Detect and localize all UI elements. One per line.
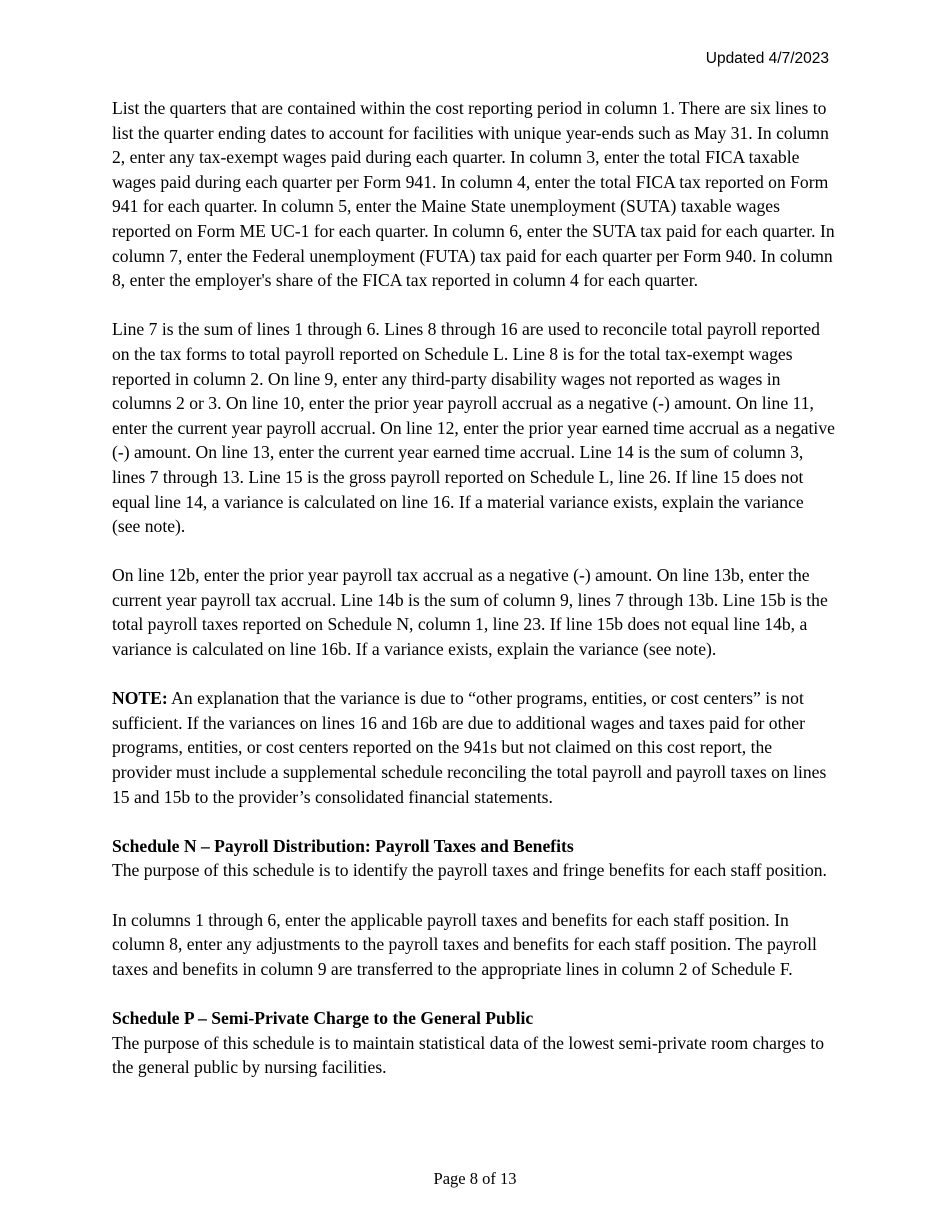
schedule-n-columns: In columns 1 through 6, enter the applicable payroll taxes and benefits for each staff position. In column 8, enter any adjustments to the payroll taxes and benefits for each staff position. The payroll taxes and benefits in column 9 are transferred to the appropriate lines in column 2 of Schedule F. <box>112 909 817 979</box>
note-text: An explanation that the variance is due to “other programs, entities, or cost centers” is not sufficient. If the variances on lines 16 and 16b are due to additional wages and taxes paid for other programs, entities, or cost centers reported on the 941s but not claimed on this cost report, the provider must include a supplemental schedule reconciling the total payroll and payroll taxes on lines 15 and 15b to the provider’s consolidated financial statements. <box>112 688 827 807</box>
updated-date: Updated 4/7/2023 <box>705 50 829 67</box>
paragraph-line12b-payroll-tax: On line 12b, enter the prior year payroll tax accrual as a negative (-) amount. On line 13b, enter the current year payroll tax accrual. Line 14b is the sum of column 9, lines 7 through 13b. Line 15b is the total payroll taxes reported on Schedule N, column 1, line 23. If line 15b does not equal line 14b, a variance is calculated on line 16b. If a variance exists, explain the variance (see note). <box>112 565 828 660</box>
note-label: NOTE: <box>112 688 168 709</box>
document-body <box>112 96 836 1080</box>
schedule-p-heading: Schedule P – Semi-Private Charge to the General Public <box>112 1007 534 1028</box>
note-paragraph <box>112 686 836 809</box>
paragraph-quarters: List the quarters that are contained within the cost reporting period in column 1. There are six lines to list the quarter ending dates to account for facilities with unique year-ends such as May 31. In column 2, enter any tax-exempt wages paid during each quarter. In column 3, enter the total FICA taxable wages paid during each quarter per Form 941. In column 4, enter the total FICA tax reported on Form 941 for each quarter. In column 5, enter the Maine State unemployment (SUTA) taxable wages reported on Form ME UC-1 for each quarter. In column 6, enter the SUTA tax paid for each quarter. In column 7, enter the Federal unemployment (FUTA) tax paid for each quarter per Form 940. In column 8, enter the employer's share of the FICA tax reported in column 4 for each quarter. <box>112 98 835 291</box>
schedule-n-heading: Schedule N – Payroll Distribution: Payroll Taxes and Benefits <box>112 835 574 856</box>
paragraph-line7-reconciliation: Line 7 is the sum of lines 1 through 6. Lines 8 through 16 are used to reconcile total payroll reported on the tax forms to total payroll reported on Schedule L. Line 8 is for the total tax-exempt wages reported in column 2. On line 9, enter any third-party disability wages not reported as wages in columns 2 or 3. On line 10, enter the prior year payroll accrual as a negative (-) amount. On line 11, enter the current year payroll accrual. On line 12, enter the prior year earned time accrual as a negative (-) amount. On line 13, enter the current year earned time accrual. Line 14 is the sum of column 3, lines 7 through 13. Line 15 is the gross payroll reported on Schedule L, line 26. If line 15 does not equal line 14, a variance is calculated on line 16. If a material variance exists, explain the variance (see note). <box>112 319 835 537</box>
schedule-p-purpose: The purpose of this schedule is to maintain statistical data of the lowest semi-private room charges to the general public by nursing facilities. <box>112 1032 825 1078</box>
schedule-n-purpose: The purpose of this schedule is to identify the payroll taxes and fringe benefits for each staff position. <box>112 860 827 881</box>
page-number: Page 8 of 13 <box>433 1169 517 1188</box>
